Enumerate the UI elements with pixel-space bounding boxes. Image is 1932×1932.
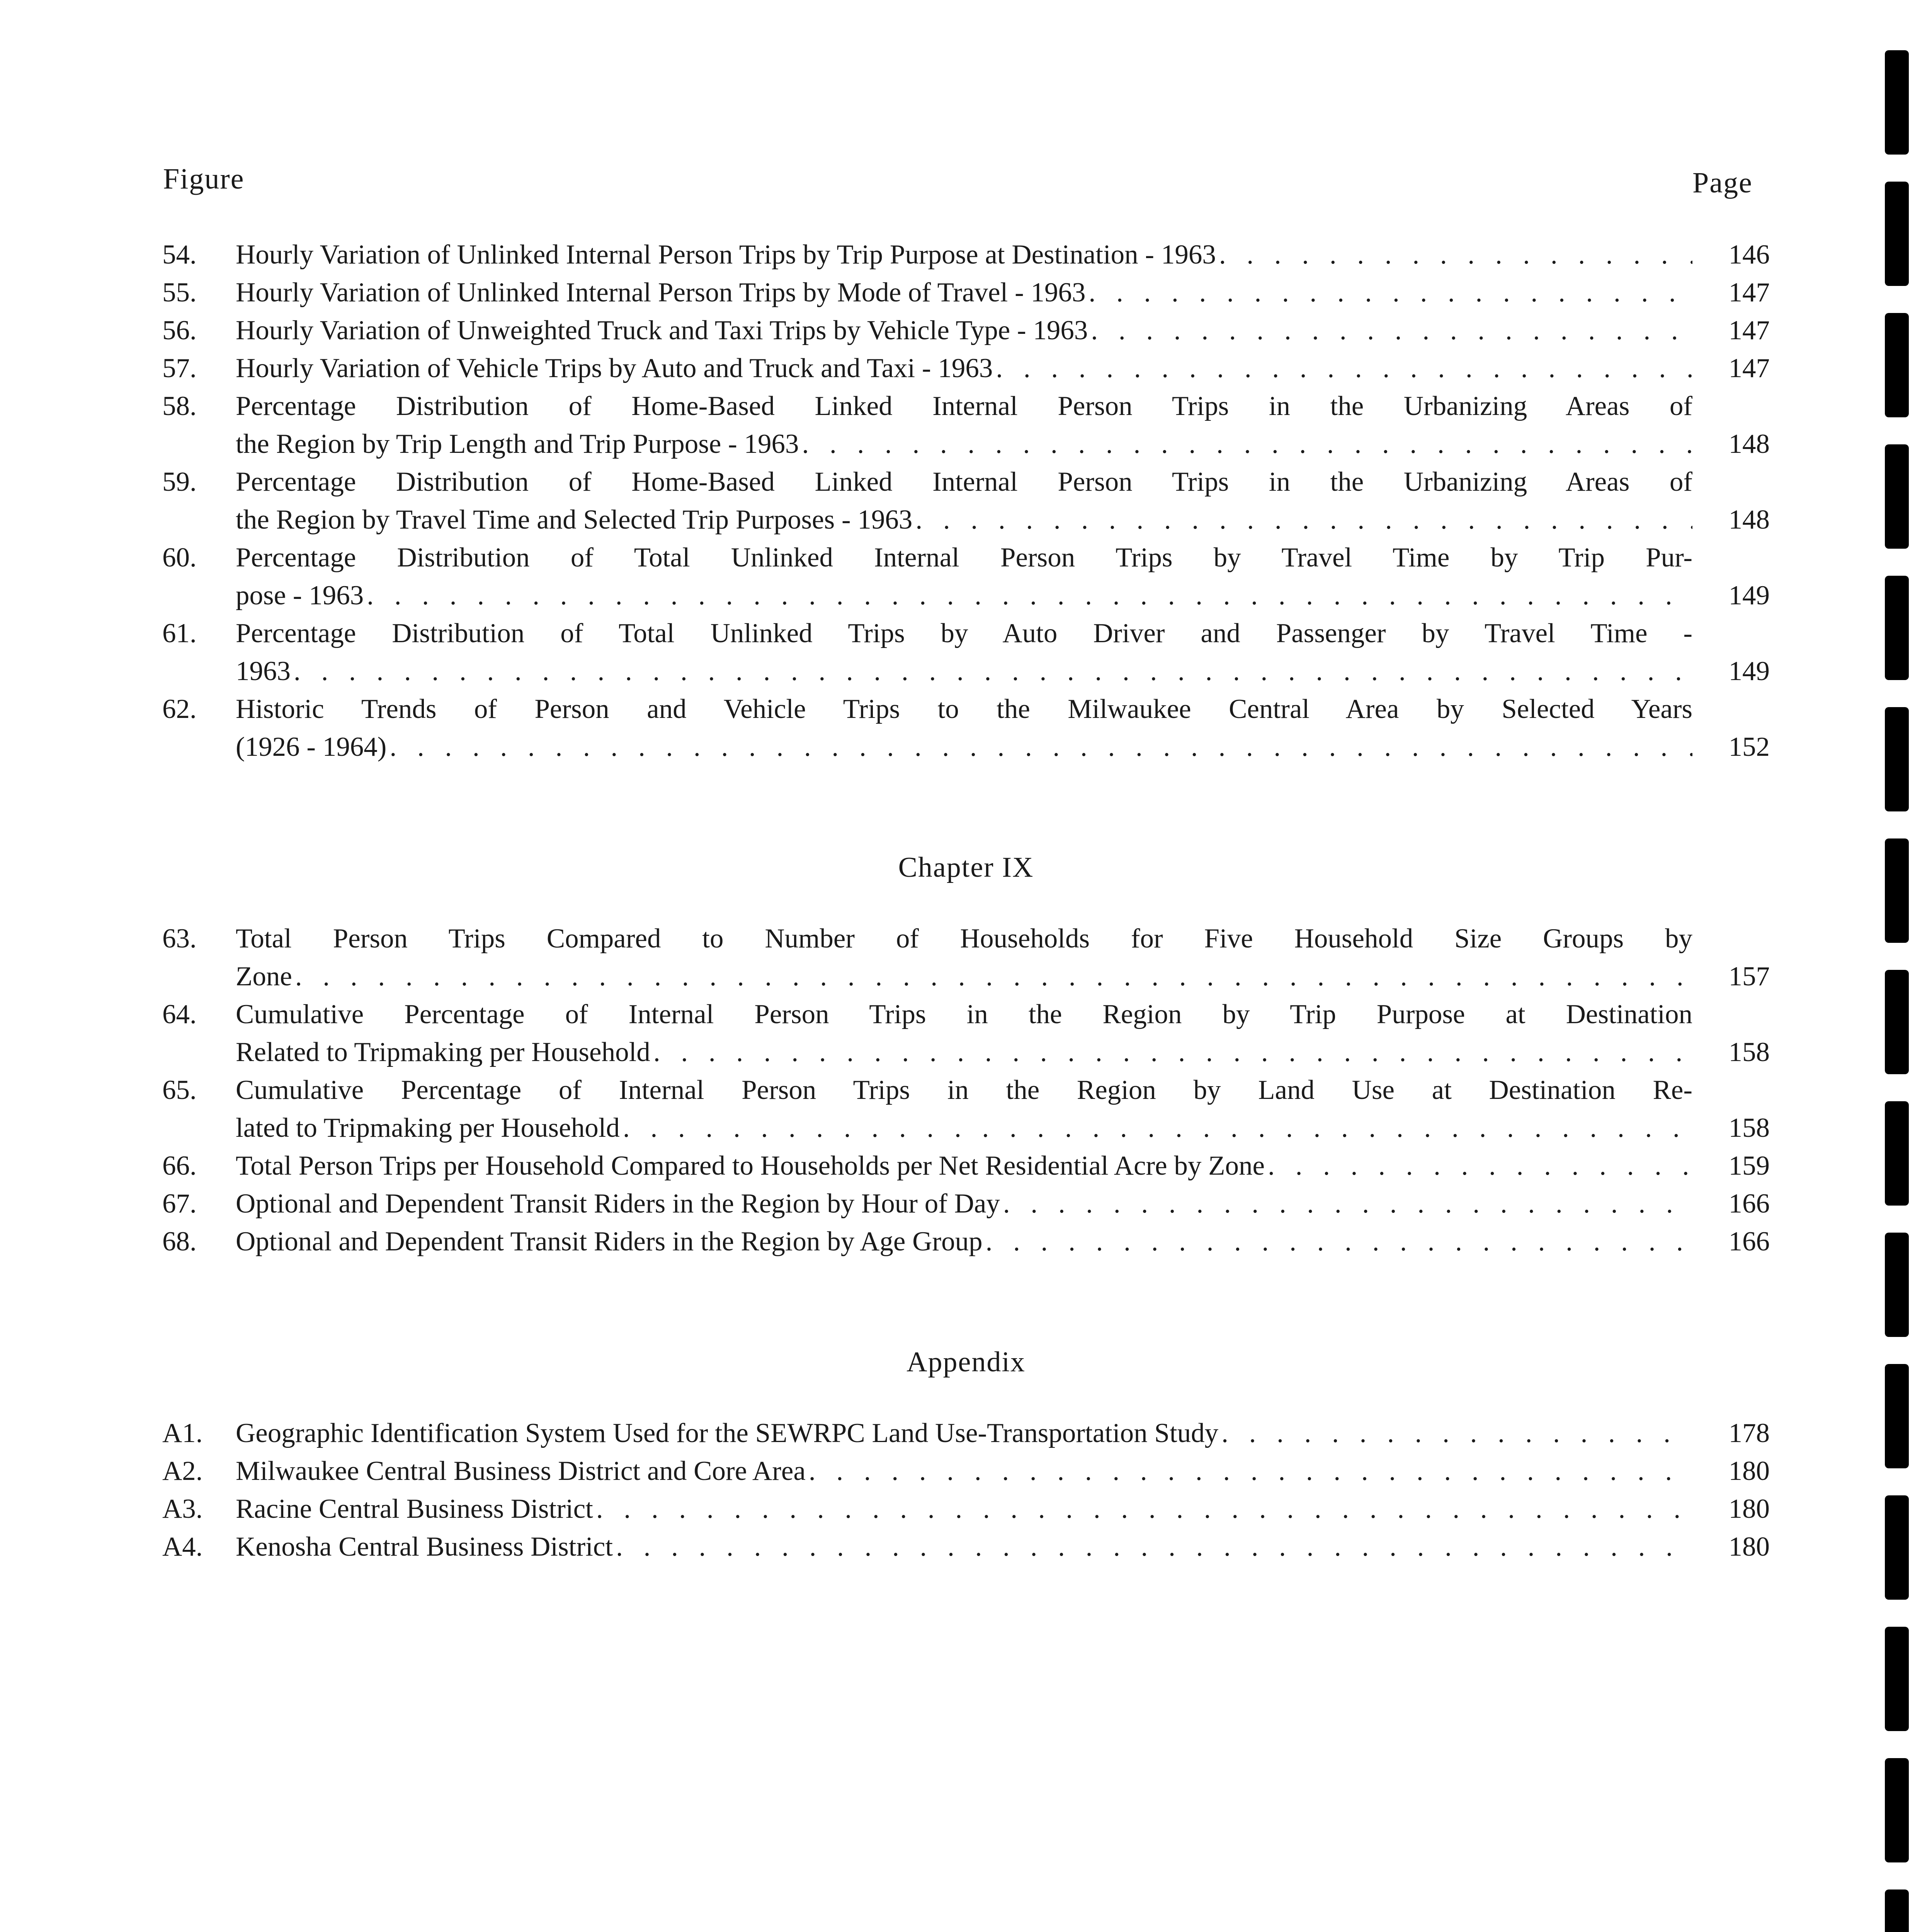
toc-entry[interactable]	[162, 1185, 1770, 1223]
entry-page-number: 148	[1728, 429, 1770, 459]
entry-page-number: 146	[1728, 240, 1770, 270]
binding-hole-mark	[1885, 1101, 1909, 1206]
entry-last-line	[236, 1223, 1692, 1260]
entry-title-line: Kenosha Central Business District	[236, 1532, 613, 1562]
toc-entry[interactable]	[162, 311, 1770, 349]
entry-title-line: Percentage Distribution of Home-Based Linked Internal Person Trips in the Urbanizing Areas of	[236, 467, 1692, 497]
leader-dots	[593, 1490, 1692, 1528]
leader-dots	[620, 1109, 1692, 1147]
entry-title-line: Cumulative Percentage of Internal Person Trips in the Region by Land Use at Destination Re-	[236, 1075, 1692, 1105]
binding-hole-mark	[1885, 576, 1909, 680]
entry-page-number: 147	[1728, 353, 1770, 383]
entry-title-line: Optional and Dependent Transit Riders in the Region by Hour of Day	[236, 1189, 1000, 1219]
leader-dots	[650, 1033, 1692, 1071]
entry-page-number: 149	[1728, 580, 1770, 611]
leader-dots	[912, 501, 1692, 539]
entry-title-line: Hourly Variation of Vehicle Trips by Auto and Truck and Taxi - 1963	[236, 353, 993, 383]
figure-list-continued	[162, 236, 1770, 766]
leader-dots	[1086, 274, 1692, 311]
entry-title-line: Percentage Distribution of Home-Based Linked Internal Person Trips in the Urbanizing Areas of	[236, 391, 1692, 421]
entry-page-number: 158	[1728, 1113, 1770, 1143]
entry-page-number: 147	[1728, 315, 1770, 345]
entry-last-line	[236, 577, 1692, 614]
entry-number: 56.	[162, 315, 197, 345]
entry-page-number: 147	[1728, 277, 1770, 308]
entry-last-line	[236, 652, 1692, 690]
entry-page-number: 152	[1728, 732, 1770, 762]
entry-number: 61.	[162, 618, 197, 648]
entry-last-line	[236, 1452, 1692, 1490]
entry-title-line: the Region by Trip Length and Trip Purpose - 1963	[236, 429, 799, 459]
binding-hole-mark	[1885, 444, 1909, 549]
entry-number: 62.	[162, 694, 197, 724]
toc-entry[interactable]	[162, 995, 1770, 1071]
entry-number: 54.	[162, 240, 197, 270]
appendix-section	[162, 1341, 1770, 1566]
entry-page-number: 166	[1728, 1189, 1770, 1219]
entry-number: A4.	[162, 1532, 203, 1562]
figure-column-header: Figure	[163, 163, 245, 195]
binding-hole-mark	[1885, 838, 1909, 943]
entry-title-line: Hourly Variation of Unlinked Internal Person Trips by Mode of Travel - 1963	[236, 277, 1086, 308]
entry-number: 67.	[162, 1189, 197, 1219]
entry-title-line: Optional and Dependent Transit Riders in the Region by Age Group	[236, 1226, 983, 1257]
entry-page-number: 166	[1728, 1226, 1770, 1257]
section-title: Appendix	[906, 1346, 1026, 1378]
entry-last-line	[236, 1033, 1692, 1071]
leader-dots	[1000, 1185, 1692, 1223]
section-title: Chapter IX	[898, 852, 1034, 883]
entry-number: A2.	[162, 1456, 203, 1486]
entry-title-line: Historic Trends of Person and Vehicle Trips to the Milwaukee Central Area by Selected Years	[236, 694, 1692, 724]
binding-hole-mark	[1885, 707, 1909, 811]
leader-dots	[983, 1223, 1692, 1260]
entry-page-number: 180	[1728, 1532, 1770, 1562]
toc-entry[interactable]	[162, 1147, 1770, 1185]
entry-page-number: 180	[1728, 1456, 1770, 1486]
entry-last-line	[236, 236, 1692, 274]
entry-title-line: pose - 1963	[236, 580, 364, 611]
leader-dots	[364, 577, 1692, 614]
binding-holes	[1885, 0, 1912, 1932]
entry-last-line	[236, 501, 1692, 539]
leader-dots	[1265, 1147, 1692, 1185]
toc-entry[interactable]	[162, 387, 1770, 463]
entry-number: 66.	[162, 1151, 197, 1181]
entry-title-line: Geographic Identification System Used for the SEWRPC Land Use-Transportation Study	[236, 1418, 1219, 1448]
toc-entry[interactable]	[162, 463, 1770, 539]
toc-entry[interactable]	[162, 1490, 1770, 1528]
toc-entry[interactable]	[162, 690, 1770, 766]
leader-dots	[292, 957, 1692, 995]
binding-hole-mark	[1885, 1233, 1909, 1337]
entry-last-line	[236, 728, 1692, 766]
entry-last-line	[236, 1528, 1692, 1566]
entry-page-number: 178	[1728, 1418, 1770, 1448]
entry-page-number: 157	[1728, 961, 1770, 992]
binding-hole-mark	[1885, 1889, 1909, 1932]
entry-title-line: Milwaukee Central Business District and Core Area	[236, 1456, 806, 1486]
entry-page-number: 149	[1728, 656, 1770, 686]
toc-entry[interactable]	[162, 274, 1770, 311]
toc-entry[interactable]	[162, 539, 1770, 614]
entry-title-line: lated to Tripmaking per Household	[236, 1113, 620, 1143]
entry-title-line: Related to Tripmaking per Household	[236, 1037, 650, 1067]
leader-dots	[1218, 1414, 1692, 1452]
toc-entry[interactable]	[162, 614, 1770, 690]
entry-last-line	[236, 425, 1692, 463]
entry-number: 64.	[162, 999, 197, 1029]
entry-number: 57.	[162, 353, 197, 383]
entry-page-number: 148	[1728, 505, 1770, 535]
toc-entry[interactable]	[162, 1223, 1770, 1260]
binding-hole-mark	[1885, 1495, 1909, 1600]
toc-entry[interactable]	[162, 1528, 1770, 1566]
leader-dots	[1216, 236, 1692, 274]
entry-number: 59.	[162, 467, 197, 497]
entry-last-line	[236, 1109, 1692, 1147]
entry-title-line: Percentage Distribution of Total Unlinked Internal Person Trips by Travel Time by Trip Pur-	[236, 543, 1692, 573]
toc-entry[interactable]	[162, 920, 1770, 995]
leader-dots	[799, 425, 1692, 463]
binding-hole-mark	[1885, 1758, 1909, 1862]
entry-title-line: Hourly Variation of Unweighted Truck and Taxi Trips by Vehicle Type - 1963	[236, 315, 1088, 345]
entry-number: 55.	[162, 277, 197, 308]
leader-dots	[1088, 311, 1692, 349]
entry-number: A1.	[162, 1418, 203, 1448]
entry-title-line: Hourly Variation of Unlinked Internal Person Trips by Trip Purpose at Destination - 1963	[236, 240, 1216, 270]
entry-last-line	[236, 1414, 1692, 1452]
leader-dots	[291, 652, 1692, 690]
toc-entry[interactable]	[162, 1414, 1770, 1452]
entry-last-line	[236, 1490, 1692, 1528]
entry-title-line: Total Person Trips per Household Compared to Households per Net Residential Acre by Zone	[236, 1151, 1265, 1181]
entry-title-line: Total Person Trips Compared to Number of Households for Five Household Size Groups by	[236, 923, 1692, 954]
entry-number: 65.	[162, 1075, 197, 1105]
chapter-ix-section	[162, 846, 1770, 1260]
leader-dots	[386, 728, 1692, 766]
entry-title-line: Zone	[236, 961, 292, 992]
leader-dots	[613, 1528, 1692, 1566]
binding-hole-mark	[1885, 313, 1909, 417]
entry-title-line: (1926 - 1964)	[236, 732, 387, 762]
entry-title-line: Cumulative Percentage of Internal Person Trips in the Region by Trip Purpose at Destination	[236, 999, 1692, 1029]
entry-last-line	[236, 311, 1692, 349]
binding-hole-mark	[1885, 970, 1909, 1074]
entry-title-line: Percentage Distribution of Total Unlinked Trips by Auto Driver and Passenger by Travel Time -	[236, 618, 1692, 648]
leader-dots	[806, 1452, 1692, 1490]
entry-last-line	[236, 349, 1692, 387]
entry-title-line: Racine Central Business District	[236, 1494, 593, 1524]
toc-entry[interactable]	[162, 1452, 1770, 1490]
page-column-header: Page	[1692, 167, 1753, 199]
entry-number: 58.	[162, 391, 197, 421]
toc-entry[interactable]	[162, 1071, 1770, 1147]
leader-dots	[993, 349, 1692, 387]
entry-page-number: 158	[1728, 1037, 1770, 1067]
entry-page-number: 180	[1728, 1494, 1770, 1524]
entry-last-line	[236, 957, 1692, 995]
entry-number: A3.	[162, 1494, 203, 1524]
binding-hole-mark	[1885, 1364, 1909, 1468]
binding-hole-mark	[1885, 50, 1909, 155]
entry-number: 68.	[162, 1226, 197, 1257]
binding-hole-mark	[1885, 182, 1909, 286]
toc-entry[interactable]	[162, 349, 1770, 387]
toc-entry[interactable]	[162, 236, 1770, 274]
entry-number: 60.	[162, 543, 197, 573]
binding-hole-mark	[1885, 1627, 1909, 1731]
entry-page-number: 159	[1728, 1151, 1770, 1181]
entry-title-line: 1963	[236, 656, 291, 686]
entry-last-line	[236, 1185, 1692, 1223]
entry-last-line	[236, 274, 1692, 311]
entry-title-line: the Region by Travel Time and Selected Trip Purposes - 1963	[236, 505, 913, 535]
entry-number: 63.	[162, 923, 197, 954]
entry-last-line	[236, 1147, 1692, 1185]
